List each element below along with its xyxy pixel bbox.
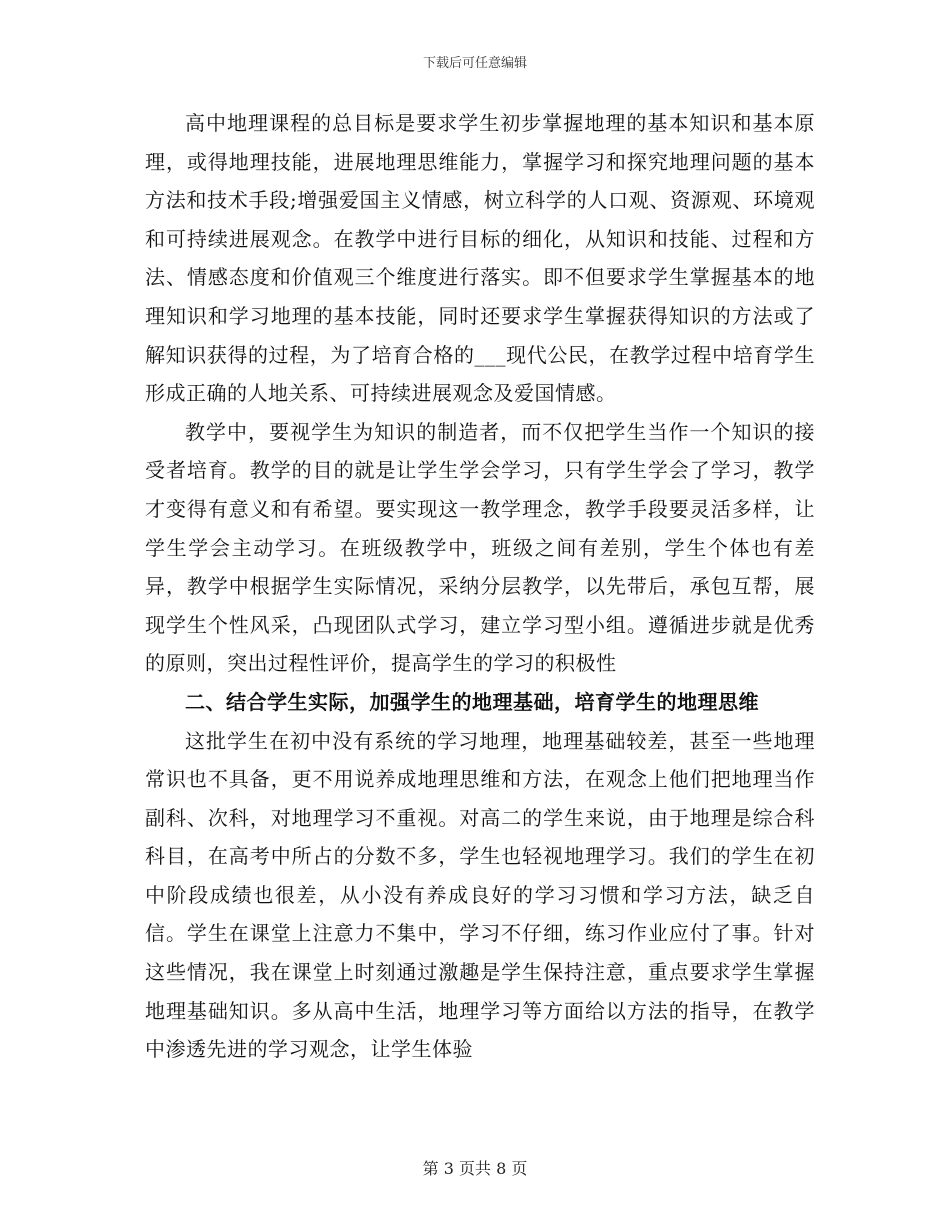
section-heading: 二、结合学生实际，加强学生的地理基础，培育学生的地理思维 [185, 689, 759, 714]
page-header: 下载后可任意编辑 [422, 56, 527, 71]
document-body [145, 104, 815, 1069]
paragraph-teaching-approach: 教学中，要视学生为知识的制造者，而不仅把学生当作一个知识的接受者培育。教学的目的就是让学生学会学习，只有学生学会了学习，教学才变得有意义和有希望。要实现这一教学理念，教学手段要灵活多样，让学生学会主动学习。在班级教学中，班级之间有差别，学生个体也有差异，教学中根据学生实际情况，采纳分层教学，以先带后，承包互帮，展现学生个性风采，凸现团队式学习，建立学习型小组。遵循进步就是优秀的原则，突出过程性评价，提高学生的学习的积极性 [145, 419, 815, 676]
paragraph-course-goals: 高中地理课程的总目标是要求学生初步掌握地理的基本知识和基本原理，或得地理技能，进展地理思维能力，掌握学习和探究地理问题的基本方法和技术手段;增强爱国主义情感，树立科学的人口观、资源观、环境观和可持续进展观念。在教学中进行目标的细化，从知识和技能、过程和方法、情感态度和价值观三个维度进行落实。即不但要求学生掌握基本的地理知识和学习地理的基本技能，同时还要求学生掌握获得知识的方法或了解知识获得的过程，为了培育合格的___现代公民，在教学过程中培育学生形成正确的人地关系、可持续进展观念及爱国情感。 [145, 111, 815, 406]
page-footer: 第 3 页共 8 页 [422, 1159, 528, 1178]
paragraph-student-situation: 这批学生在初中没有系统的学习地理，地理基础较差，甚至一些地理常识也不具备，更不用说养成地理思维和方法，在观念上他们把地理当作副科、次科，对地理学习不重视。对高二的学生来说，由于地理是综合科科目，在高考中所占的分数不多，学生也轻视地理学习。我们的学生在初中阶段成绩也很差，从小没有养成良好的学习习惯和学习方法，缺乏自信。学生在课堂上注意力不集中，学习不仔细，练习作业应付了事。针对这些情况，我在课堂上时刻通过激趣是学生保持注意，重点要求学生掌握地理基础知识。多从高中生活，地理学习等方面给以方法的指导，在教学中渗透先进的学习观念，让学生体验 [145, 728, 815, 1062]
